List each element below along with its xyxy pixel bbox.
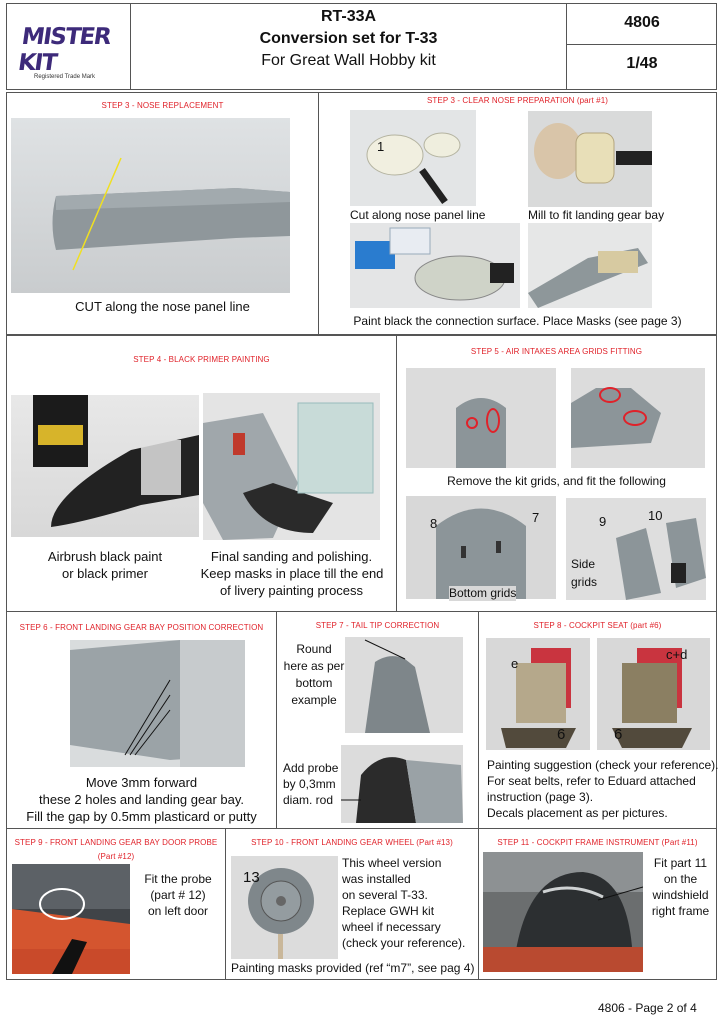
page-number: 4806 - Page 2 of 4 — [598, 1001, 697, 1015]
cockpit-frame-photo — [483, 852, 643, 972]
label-8: 8 — [430, 516, 438, 531]
step9-title-1: STEP 9 - FRONT LANDING GEAR BAY DOOR PROBE — [14, 838, 218, 847]
label-9: 9 — [599, 514, 607, 529]
airbrush-caption-1: Airbrush black paint — [47, 549, 163, 564]
round-text-2: here as per — [283, 659, 345, 673]
step9-title-2: (Part #12) — [97, 852, 135, 861]
step11-title: STEP 11 - COCKPIT FRAME INSTRUMENT (Part #11) — [497, 838, 698, 847]
cockpit-text-4: right frame — [651, 904, 710, 918]
cockpit-text-1: Fit part 11 — [653, 856, 708, 870]
grid-circle-1 — [466, 417, 478, 429]
wheel-text-4: Replace GWH kit — [342, 904, 435, 918]
tail-tip-photo — [345, 637, 463, 733]
cockpit-text-2: on the — [663, 872, 698, 886]
step6-title: STEP 6 - FRONT LANDING GEAR BAY POSITION CORRECTION — [19, 623, 264, 632]
kit-grids-photo-2 — [571, 368, 705, 468]
cut-nose-caption: Cut along nose panel line — [350, 208, 486, 222]
kit-code: 4806 — [624, 14, 660, 31]
kit-scale: 1/48 — [626, 55, 658, 72]
paint-black-photo — [350, 223, 520, 308]
mill-photo — [528, 111, 652, 207]
step8-title: STEP 8 - COCKPIT SEAT (part #6) — [533, 621, 662, 630]
wheel-label-13: 13 — [243, 869, 260, 886]
door-probe-text-2: (part # 12) — [150, 888, 206, 902]
part-number-1: 1 — [377, 139, 385, 154]
probe-text-3: diam. rod — [283, 793, 334, 807]
step4-title: STEP 4 - BLACK PRIMER PAINTING — [133, 355, 270, 364]
step3-caption: CUT along the nose panel line — [75, 299, 250, 314]
airbrush-caption-2: or black primer — [62, 566, 148, 581]
wheel-text-6: (check your reference). — [342, 936, 466, 950]
landing-gear-photo — [70, 640, 245, 767]
round-text-1: Round — [296, 642, 332, 656]
seat-text-3: instruction (page 3). — [487, 790, 594, 804]
step3-title: STEP 3 - NOSE REPLACEMENT — [101, 101, 224, 110]
side-grids-label-1: Side — [571, 557, 596, 571]
step5-title: STEP 5 - AIR INTAKES AREA GRIDS FITTING — [470, 347, 643, 356]
seat-label-6b: 6 — [614, 726, 623, 743]
remove-grids-caption: Remove the kit grids, and fit the following — [447, 474, 666, 488]
wheel-masks-caption: Painting masks provided (ref “m7”, see pag 4) — [231, 961, 475, 975]
trademark-text: Registered Trade Mark — [34, 74, 96, 80]
wheel-text-1: This wheel version — [342, 856, 442, 870]
bottom-grids-label: Bottom grids — [449, 586, 517, 600]
masks-photo — [528, 223, 652, 308]
primer-photo — [11, 395, 199, 537]
page-title-line-1: RT-33A — [320, 8, 377, 25]
seat-text-1: Painting suggestion (check your reference). — [487, 758, 719, 772]
seat-text-2: For seat belts, refer to Eduard attached — [487, 774, 696, 788]
wheel-text-5: wheel if necessary — [342, 920, 441, 934]
cockpit-text-3: windshield — [652, 888, 709, 902]
sanding-caption-3: of livery painting process — [219, 583, 364, 598]
move-forward-caption-1: Move 3mm forward — [85, 775, 198, 790]
clear-nose-photo — [350, 110, 476, 206]
probe-text-2: by 0,3mm — [283, 777, 336, 791]
seat-photo-1 — [486, 638, 590, 750]
nose-photo — [11, 118, 290, 293]
wheel-text-2: was installed — [342, 872, 411, 886]
seat-label-6a: 6 — [557, 726, 566, 743]
seat-label-cd: c+d — [666, 647, 688, 662]
brand-logo: MISTER KIT — [16, 24, 112, 76]
sanding-caption-2: Keep masks in place till the end — [200, 566, 384, 581]
page-title-line-2: Conversion set for T-33 — [259, 30, 438, 47]
grid-circle-3 — [599, 387, 621, 403]
door-probe-text-1: Fit the probe — [144, 872, 212, 886]
probe-photo — [341, 745, 463, 823]
seat-label-e: e — [511, 656, 519, 671]
step3b-title: STEP 3 - CLEAR NOSE PREPARATION (part #1) — [426, 96, 609, 105]
grid-circle-2 — [486, 408, 500, 433]
door-probe-photo — [12, 864, 130, 974]
round-text-4: example — [291, 693, 337, 707]
page-title-line-3: For Great Wall Hobby kit — [261, 52, 436, 69]
label-7: 7 — [532, 510, 540, 525]
seat-text-4: Decals placement as per pictures. — [487, 806, 668, 820]
mill-caption: Mill to fit landing gear bay — [528, 208, 665, 222]
step10-title: STEP 10 - FRONT LANDING GEAR WHEEL (Part #13) — [251, 838, 453, 847]
round-text-3: bottom — [295, 676, 333, 690]
nose-drawing — [11, 118, 290, 293]
paint-black-caption: Paint black the connection surface. Place Masks (see page 3) — [353, 314, 682, 328]
probe-text-1: Add probe — [283, 761, 339, 775]
grid-circle-4 — [623, 410, 647, 426]
side-grids-label-2: grids — [571, 575, 598, 589]
kit-grids-photo-1 — [406, 368, 556, 468]
door-probe-text-3: on left door — [147, 904, 209, 918]
move-forward-caption-3: Fill the gap by 0.5mm plasticard or putty — [26, 809, 257, 824]
label-10: 10 — [648, 508, 663, 523]
move-forward-caption-2: these 2 holes and landing gear bay. — [38, 792, 245, 807]
step7-title: STEP 7 - TAIL TIP CORRECTION — [315, 621, 440, 630]
wheel-text-3: on several T-33. — [342, 888, 428, 902]
sanding-caption-1: Final sanding and polishing. — [210, 549, 373, 564]
header-divider-3 — [566, 44, 717, 45]
sanding-photo — [203, 393, 380, 540]
